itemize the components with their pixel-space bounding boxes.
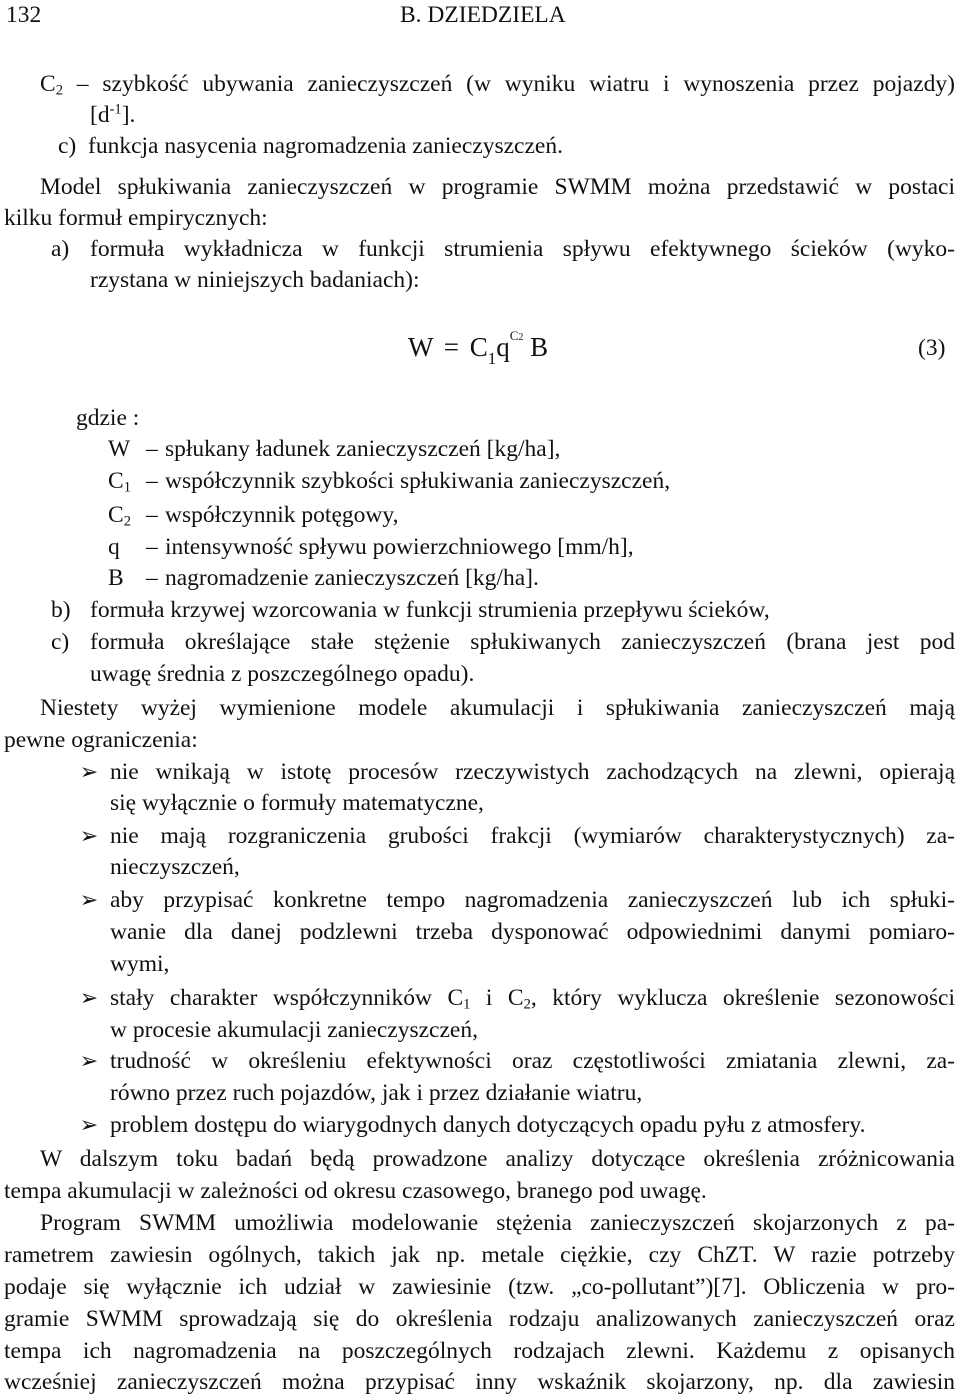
swmm-line4: gramie SWMM sprowadzają się do określenia rodzaju analizowanych zanieczyszczeń oraz [4,1306,955,1332]
where-dash: – [146,436,158,462]
swmm-line1: Program SWMM umożliwia modelowanie stężenia zanieczyszczeń skojarzonych z pa- [40,1210,955,1236]
where-dash: – [146,565,158,591]
where-item-c1: $C_1$ [108,468,131,496]
swmm-line2: rametrem zawiesin ogólnych, takich jak np. metale ciężkie, czy ChZT. W razie potrzeby [4,1242,955,1268]
limits-line1: Niestety wyżej wymienione modele akumulacji i spłukiwania zanieczyszczeń mają [40,695,955,721]
bullet-2-line2: nieczyszczeń, [110,854,240,880]
bullet-6-line1: problem dostępu do wiarygodnych danych dotyczących opadu pyłu z atmosfery. [110,1112,866,1138]
list-item-b: formuła krzywej wzorcowania w funkcji strumienia przepływu ścieków, [90,597,770,623]
analysis-line2: tempa akumulacji w zależności od okresu czasowego, branego pod uwagę. [4,1178,707,1204]
bullet-arrow-icon: ➢ [79,759,99,784]
bullet-5-line2: równo przez ruch pojazdów, jak i przez działanie wiatru, [110,1080,643,1106]
analysis-line1: W dalszym toku badań będą prowadzone analizy dotyczące określenia zróżnicowania [40,1146,955,1172]
page-number: 132 [6,2,42,28]
where-dash: – [146,502,158,528]
bullet-arrow-icon: ➢ [79,1112,99,1137]
list-item-c-top: c) funkcja nasycenia nagromadzenia zanieczyszczeń. [58,133,563,159]
c2-definition-text: szybkość ubywania zanieczyszczeń (w wyniku wiatru i wynoszenia przez pojazdy) [102,71,955,97]
limits-line2: pewne ograniczenia: [4,727,198,753]
where-desc-q: intensywność spływu powierzchniowego [mm/h], [165,534,634,560]
list-item-c-line1: formuła określające stałe stężenie spłukiwanych zanieczyszczeń (brana jest pod [90,629,955,655]
swmm-line3: podaje się wyłącznie ich udział w zawiesinie (tzw. „co-pollutant”)[7]. Obliczenia w pro- [4,1274,955,1300]
c2-definition-line1: $C_2$ – szybkość ubywania zanieczyszczeń (w wyniku wiatru i wynoszenia przez pojazdy) [40,71,955,99]
model-paragraph-line1: Model spłukiwania zanieczyszczeń w programie SWMM można przedstawić w postaci [40,174,955,200]
swmm-line6: wcześniej zanieczyszczeń można przypisać inny wskaźnik skojarzony, np. dla zawiesin [4,1369,955,1395]
bullet-arrow-icon: ➢ [79,887,99,912]
bullet-4-line2: w procesie akumulacji zanieczyszczeń, [110,1017,478,1043]
where-item-c2: $C_2$ [108,502,131,530]
where-item-w: W [108,436,131,462]
bullet-3-line1: aby przypisać konkretne tempo nagromadzenia zanieczyszczeń lub ich spłuki- [110,887,955,913]
bullet-4-line1: stały charakter współczynników $C_1$ i $C_2$, który wyklucza określenie sezonowości [110,985,955,1013]
bullet-arrow-icon: ➢ [79,1048,99,1073]
where-item-b: B [108,565,124,591]
where-dash: – [146,468,158,494]
equation-3: $W = C_1q^{C2}$ B [408,328,549,368]
bullet-2-line1: nie mają rozgraniczenia grubości frakcji (wymiarów charakterystycznych) za- [110,823,955,849]
bullet-arrow-icon: ➢ [79,823,99,848]
bullet-5-line1: trudność w określeniu efektywności oraz częstotliwości zmiatania zlewni, za- [110,1048,955,1074]
where-label: gdzie : [76,405,140,431]
running-header: B. DZIEDZIELA [400,2,566,28]
where-item-q: q [108,534,120,560]
model-paragraph-line2: kilku formuł empirycznych: [4,205,268,231]
equation-number: (3) [918,335,946,361]
list-label-b: b) [51,597,71,623]
where-desc-w: spłukany ładunek zanieczyszczeń [kg/ha], [165,436,561,462]
list-item-c-line2: uwagę średnia z poszczególnego opadu). [90,661,475,687]
where-desc-b: nagromadzenie zanieczyszczeń [kg/ha]. [165,565,539,591]
list-label-c: c) [51,629,70,655]
bullet-1-line1: nie wnikają w istotę procesów rzeczywistych zachodzących na zlewni, opierają [110,759,955,785]
c2-definition-line2: $[d^{-1}]$. [90,101,136,128]
bullet-3-line3: wymi, [110,951,170,977]
where-dash: – [146,534,158,560]
list-label-a: a) [51,236,70,262]
list-item-a-line2: rzystana w niniejszych badaniach): [90,267,420,293]
bullet-3-line2: wanie dla danej podzlewni trzeba dysponować odpowiednimi danymi pomiaro- [110,919,955,945]
bullet-arrow-icon: ➢ [79,985,99,1010]
swmm-line5: tempa ich nagromadzenia na poszczególnych rodzajach zlewni. Każdemu z opisanych [4,1338,955,1364]
equals-sign: = [443,332,459,362]
where-desc-c1: współczynnik szybkości spłukiwania zanieczyszczeń, [165,468,671,494]
where-desc-c2: współczynnik potęgowy, [165,502,399,528]
list-item-a-line1: formuła wykładnicza w funkcji strumienia spływu efektywnego ścieków (wyko- [90,236,955,262]
bullet-1-line2: się wyłącznie o formuły matematyczne, [110,790,484,816]
